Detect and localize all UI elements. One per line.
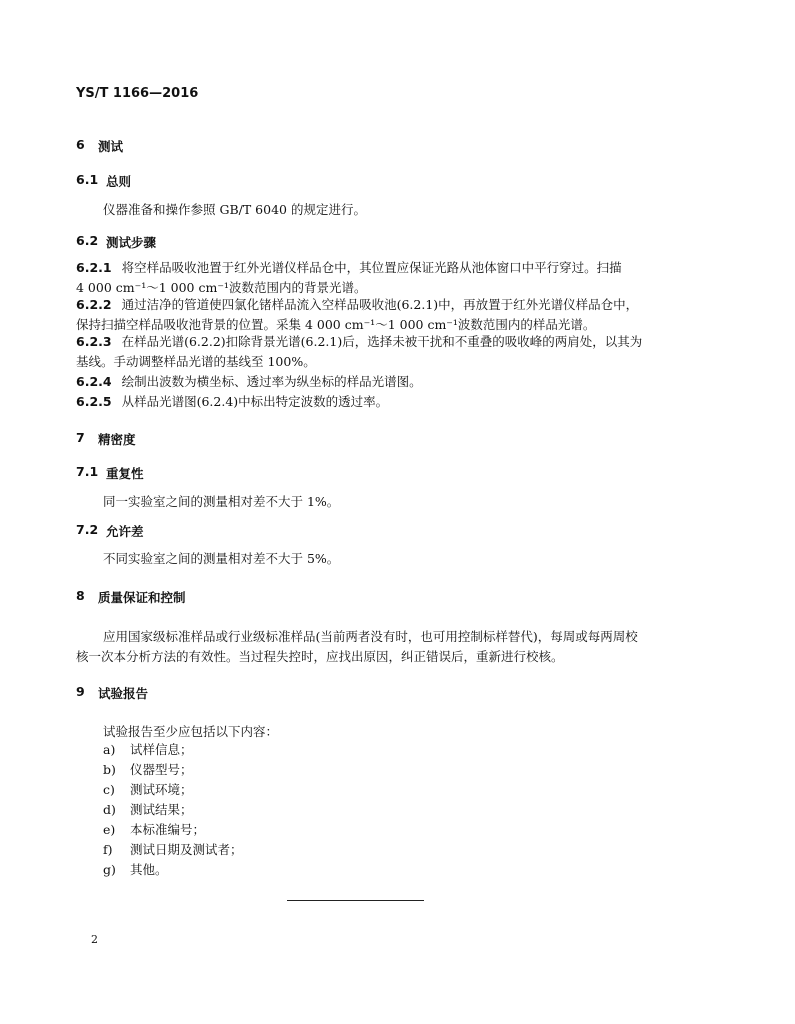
list-text: 试样信息； (130, 742, 193, 757)
section-6-2-heading (76, 233, 726, 251)
section-7-2-heading (76, 522, 726, 540)
section-title: 测试 (98, 139, 124, 154)
section-9-intro: 试验报告至少应包括以下内容： (103, 724, 279, 739)
list-text: 测试日期及测试者； (130, 842, 243, 857)
list-text: 其他。 (130, 862, 168, 877)
section-7-1-heading (76, 464, 726, 482)
section-8-line2: 核一次本分析方法的有效性。当过程失控时，应找出原因，纠正错误后，重新进行校核。 (76, 649, 564, 664)
section-9-heading (76, 684, 726, 702)
section-6-1-heading (76, 172, 726, 190)
subsection-title: 测试步骤 (106, 235, 157, 250)
step-text: 绘制出波数为横坐标、透过率为纵坐标的样品光谱图。 (121, 374, 422, 389)
list-marker: f) (103, 842, 113, 857)
section-7-2-text: 不同实验室之间的测量相对差不大于 5%。 (103, 551, 340, 566)
step-number: 6.2.4 (76, 374, 112, 389)
section-6-1-text: 仪器准备和操作参照 GB/T 6040 的规定进行。 (103, 202, 366, 217)
subsection-title: 允许差 (106, 524, 144, 539)
step-number: 6.2.3 (76, 334, 112, 349)
section-number: 7 (76, 430, 85, 445)
page-number: 2 (91, 933, 98, 946)
section-number: 6 (76, 137, 85, 152)
step-text-line1: 在样品光谱(6.2.2)扣除背景光谱(6.2.1)后，选择未被干扰和不重叠的吸收峰的两肩处，以其为 (121, 334, 643, 349)
section-number: 8 (76, 588, 85, 603)
section-title: 试验报告 (98, 686, 149, 701)
subsection-title: 总则 (106, 174, 132, 189)
list-item (76, 820, 726, 840)
list-marker: d) (103, 802, 116, 817)
list-item (76, 760, 726, 780)
step-6-2-1 (76, 258, 726, 298)
section-7-heading (76, 430, 726, 448)
list-item (76, 840, 726, 860)
list-text: 测试环境； (130, 782, 193, 797)
list-item (76, 780, 726, 800)
step-text: 从样品光谱图(6.2.4)中标出特定波数的透过率。 (121, 394, 389, 409)
section-number: 9 (76, 684, 85, 699)
step-6-2-3 (76, 332, 726, 372)
step-number: 6.2.2 (76, 297, 112, 312)
step-number: 6.2.5 (76, 394, 112, 409)
step-text-line1: 将空样品吸收池置于红外光谱仪样品仓中，其位置应保证光路从池体窗口中平行穿过。扫描 (121, 260, 622, 275)
standard-code-header: YS/T 1166—2016 (76, 86, 199, 101)
section-8-line1: 应用国家级标准样品或行业级标准样品(当前两者没有时，也可用控制标样替代)，每周或每两周校 (103, 629, 638, 644)
list-marker: g) (103, 862, 116, 877)
step-text-line1: 通过洁净的管道使四氯化锗样品流入空样品吸收池(6.2.1)中，再放置于红外光谱仪样品仓中， (121, 297, 639, 312)
subsection-number: 6.1 (76, 172, 99, 187)
section-7-1-text: 同一实验室之间的测量相对差不大于 1%。 (103, 494, 340, 509)
step-text-line2: 基线。手动调整样品光谱的基线至 100%。 (76, 354, 316, 369)
section-8-text (76, 627, 726, 667)
list-marker: a) (103, 742, 116, 757)
list-text: 本标准编号； (130, 822, 206, 837)
list-text: 测试结果； (130, 802, 193, 817)
list-item (76, 740, 726, 760)
step-6-2-4 (76, 372, 726, 392)
subsection-number: 7.1 (76, 464, 99, 479)
step-6-2-2 (76, 295, 726, 335)
list-marker: e) (103, 822, 116, 837)
step-6-2-5 (76, 392, 726, 412)
list-marker: b) (103, 762, 116, 777)
section-6-heading (76, 137, 726, 155)
end-rule-divider (287, 900, 424, 901)
list-item (76, 860, 726, 880)
subsection-number: 6.2 (76, 233, 99, 248)
step-text-line2: 保持扫描空样品吸收池背景的位置。采集 4 000 cm⁻¹～1 000 cm⁻¹波数范围内的样品光谱。 (76, 317, 596, 332)
step-number: 6.2.1 (76, 260, 112, 275)
step-text-line2: 4 000 cm⁻¹～1 000 cm⁻¹波数范围内的背景光谱。 (76, 280, 367, 295)
list-marker: c) (103, 782, 115, 797)
section-8-heading (76, 588, 726, 606)
list-text: 仪器型号； (130, 762, 193, 777)
section-title: 精密度 (98, 432, 136, 447)
subsection-number: 7.2 (76, 522, 99, 537)
list-item (76, 800, 726, 820)
section-title: 质量保证和控制 (98, 590, 186, 605)
subsection-title: 重复性 (106, 466, 144, 481)
report-items-list (76, 740, 726, 880)
